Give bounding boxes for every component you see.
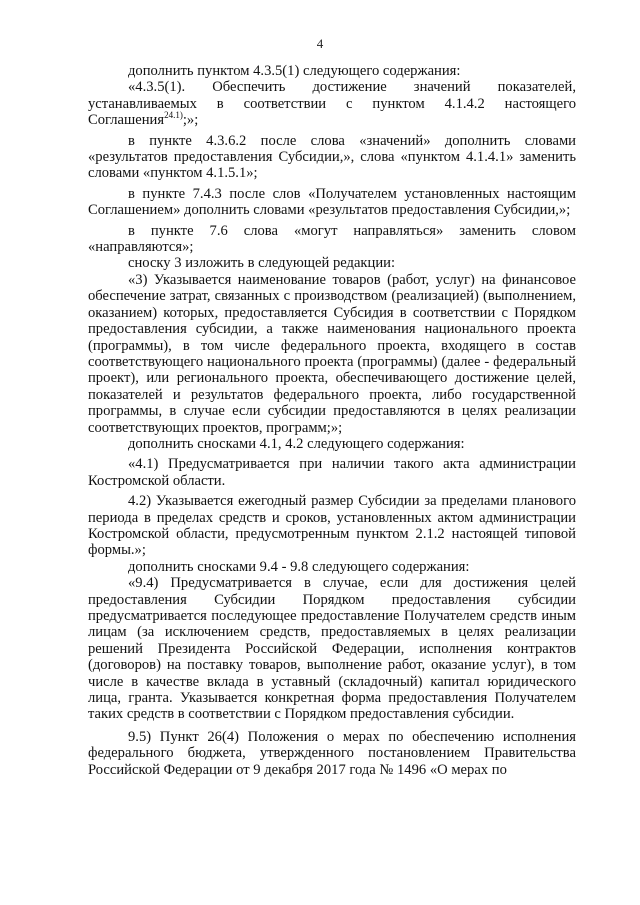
paragraph-13: 9.5) Пункт 26(4) Положения о мерах по обеспечению исполнения федерального бюджета, утвержденного постановлением Правительства Российской Федерации от 9 декабря 2017 года № 1496 «О мерах по	[88, 728, 576, 778]
paragraph-3: в пункте 4.3.6.2 после слова «значений» дополнить словами «результатов предоставления Субсидии,», слова «пунктом 4.1.4.1» заменить словами «пунктом 4.1.5.1»;	[88, 132, 576, 182]
paragraph-11: дополнить сносками 9.4 - 9.8 следующего содержания:	[128, 558, 470, 575]
paragraph-2-text: «4.3.5(1). Обеспечить достижение значений показателей, устанавливаемых в соответствии с пунктом 4.1.4.2 настоящего Соглашения	[88, 79, 576, 129]
paragraph-9: «4.1) Предусматривается при наличии такого акта администрации Костромской области.	[88, 456, 576, 489]
document-body	[88, 63, 576, 778]
paragraph-10: 4.2) Указывается ежегодный размер Субсидии за пределами планового периода в пределах средств и сроков, установленных актом администрации Костромской области, предусмотренным пунктом 2.1.2 настоящей типовой формы.»;	[88, 493, 576, 559]
paragraph-8: дополнить сносками 4.1, 4.2 следующего содержания:	[128, 435, 465, 452]
paragraph-6: сноску 3 изложить в следующей редакции:	[128, 255, 396, 272]
paragraph-12: «9.4) Предусматривается в случае, если для достижения целей предоставления Субсидии Порядком предоставления субсидии предусматривается последующее предоставление Получателем средств иным лицам (за исключением средств, предоставляемых в целях реализации решений Президента Российской Федерации, исполнения контрактов (договоров) на поставку товаров, выполнение работ, оказание услуг), в том числе в качестве вклада в уставный (складочный) капитал юридического лица, гранта. Указывается конкретная форма предоставления Получателем таких средств в соответствии с Порядком предоставления субсидии.	[88, 575, 576, 723]
paragraph-7: «3) Указывается наименование товаров (работ, услуг) на финансовое обеспечение затрат, связанных с производством (реализацией) (выполнением, оказанием) которых, предоставляется Субсидия в соответствии с Порядком предоставления субсидии, а также наименования национального проекта (программы), в том числе федерального проекта, входящего в состав соответствующего национального проекта (программы) (далее - федеральный проект), или регионального проекта, обеспечивающего достижение целей, показателей и результатов федерального проекта, либо государственной программы, в случае если субсидии предоставляются в целях реализации соответствующих проектов, программ;»;	[88, 271, 576, 436]
paragraph-5: в пункте 7.6 слова «могут направляться» заменить словом «направляются»;	[88, 222, 576, 256]
paragraph-2	[88, 79, 576, 128]
paragraph-1: дополнить пунктом 4.3.5(1) следующего содержания:	[128, 63, 461, 79]
page-number: 4	[316, 36, 324, 51]
footnote-ref-24-1: 24.1)	[164, 110, 183, 121]
paragraph-4: в пункте 7.4.3 после слов «Получателем установленных настоящим Соглашением» дополнить словами «результатов предоставления Субсидии,»;	[88, 185, 576, 219]
paragraph-2-tail: ;»;	[182, 112, 199, 129]
